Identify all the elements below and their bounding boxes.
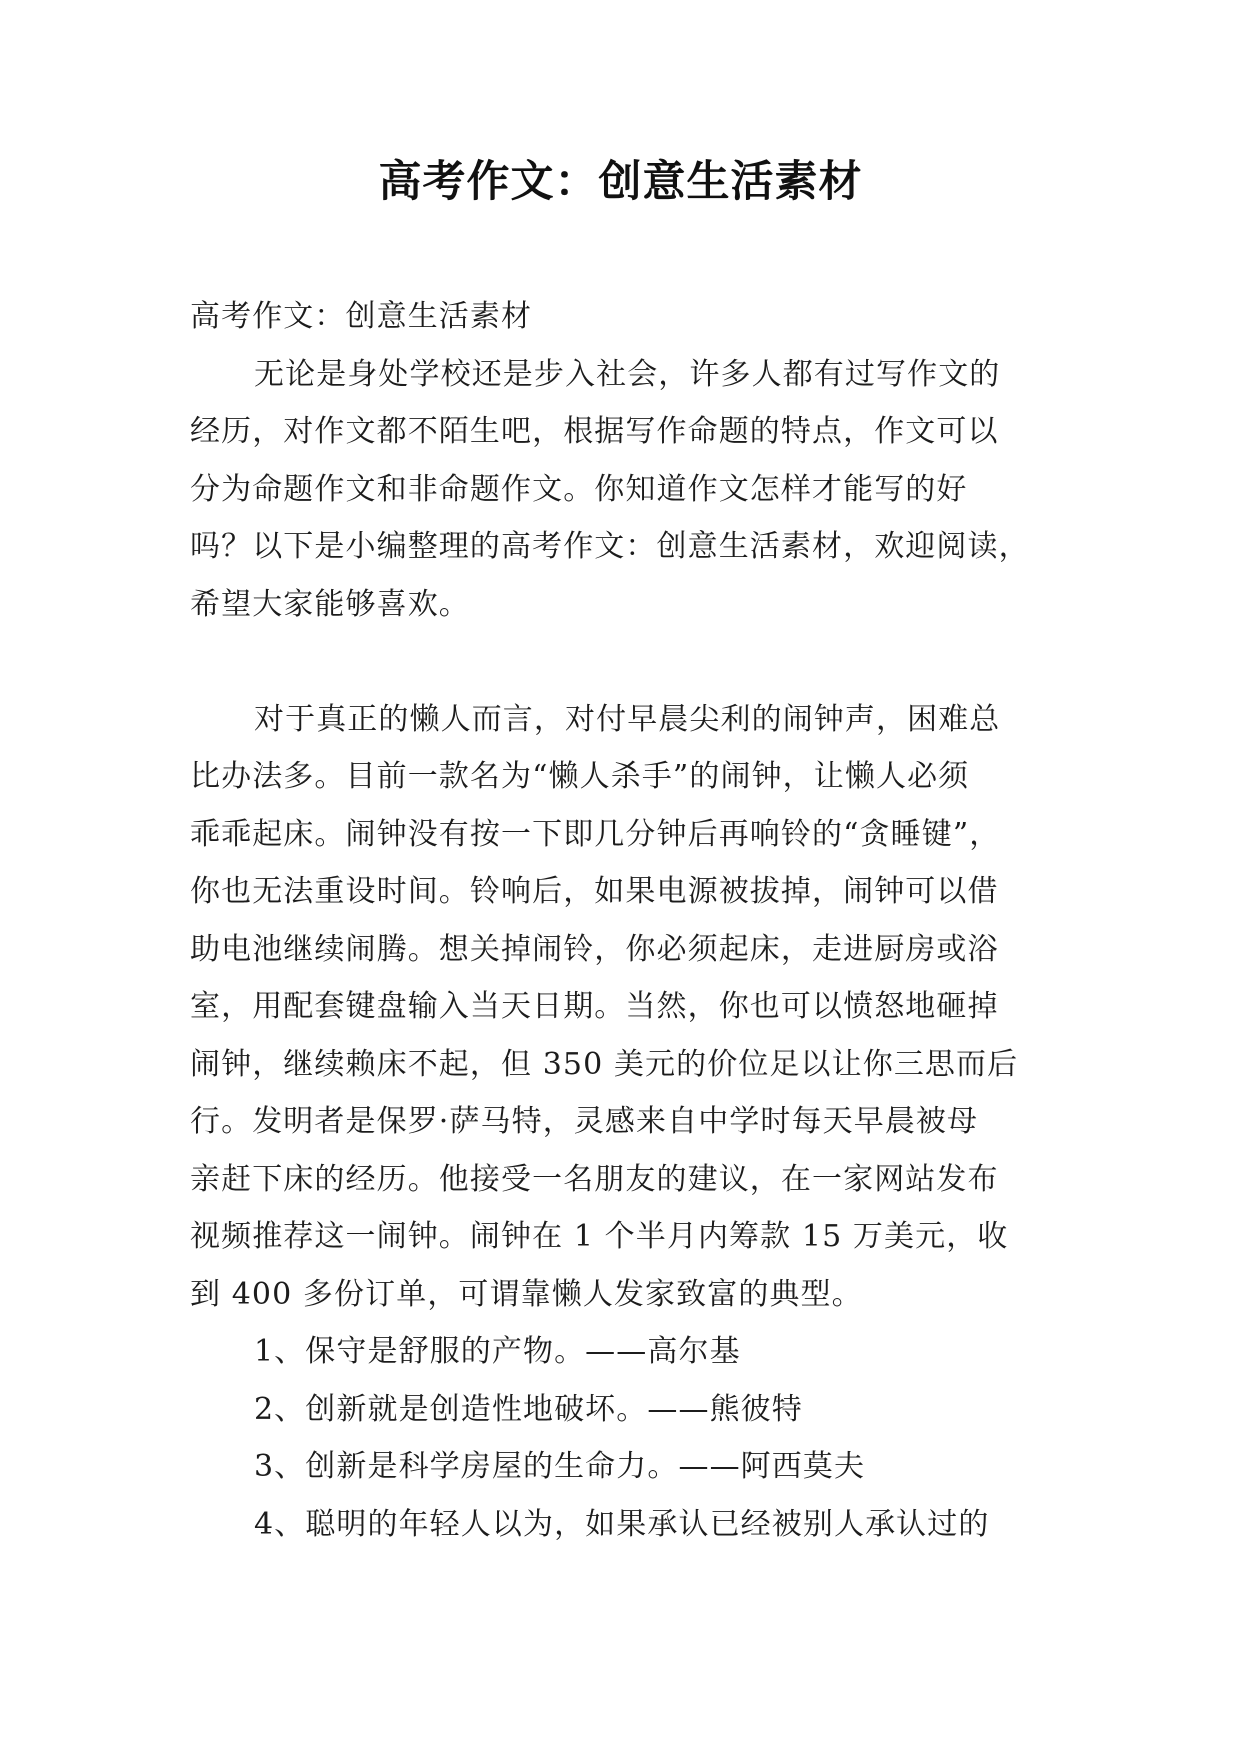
story-paragraph [190, 691, 1051, 1324]
story-line: 亲赶下床的经历。他接受一名朋友的建议，在一家网站发布 [190, 1161, 999, 1197]
story-line: 视频推荐这一闹钟。闹钟在 1 个半月内筹款 15 万美元，收 [190, 1219, 1009, 1254]
story-line: 行。发明者是保罗·萨马特，灵感来自中学时每天早晨被母 [190, 1104, 979, 1139]
story-line: 对于真正的懒人而言，对付早晨尖利的闹钟声，困难总 [254, 701, 1001, 737]
intro-line: 无论是身处学校还是步入社会，许多人都有过写作文的 [254, 356, 1001, 392]
intro-line: 经历，对作文都不陌生吧，根据写作命题的特点，作文可以 [190, 414, 999, 449]
quote-item: 1、保守是舒服的产物。——高尔基 [254, 1334, 741, 1369]
story-line: 乖乖起床。闹钟没有按一下即几分钟后再响铃的“贪睡键”， [190, 816, 1001, 852]
document-subtitle: 高考作文：创意生活素材 [190, 299, 533, 334]
quote-item: 2、创新就是创造性地破坏。——熊彼特 [254, 1391, 803, 1427]
document-body [190, 288, 1051, 1553]
story-line: 比办法多。目前一款名为“懒人杀手”的闹钟，让懒人必须 [190, 759, 970, 794]
story-line: 你也无法重设时间。铃响后，如果电源被拔掉，闹钟可以借 [190, 874, 999, 909]
story-line: 闹钟，继续赖床不起，但 350 美元的价位足以让你三思而后 [190, 1046, 1019, 1082]
intro-line: 分为命题作文和非命题作文。你知道作文怎样才能写的好 [190, 471, 968, 507]
document-title: 高考作文：创意生活素材 [378, 157, 863, 207]
story-line: 助电池继续闹腾。想关掉闹铃，你必须起床，走进厨房或浴 [190, 931, 999, 967]
intro-paragraph [190, 346, 1051, 634]
story-line: 到 400 多份订单，可谓靠懒人发家致富的典型。 [190, 1276, 863, 1312]
quote-item: 3、创新是科学房屋的生命力。——阿西莫夫 [254, 1449, 866, 1484]
intro-line: 希望大家能够喜欢。 [190, 586, 470, 622]
intro-line: 吗？以下是小编整理的高考作文：创意生活素材，欢迎阅读， [190, 529, 1030, 564]
quote-item: 4、聪明的年轻人以为，如果承认已经被别人承认过的 [254, 1506, 990, 1542]
paragraph-spacer [190, 633, 1051, 691]
story-line: 室，用配套键盘输入当天日期。当然，你也可以愤怒地砸掉 [190, 989, 999, 1024]
quotes-list [190, 1323, 1051, 1553]
